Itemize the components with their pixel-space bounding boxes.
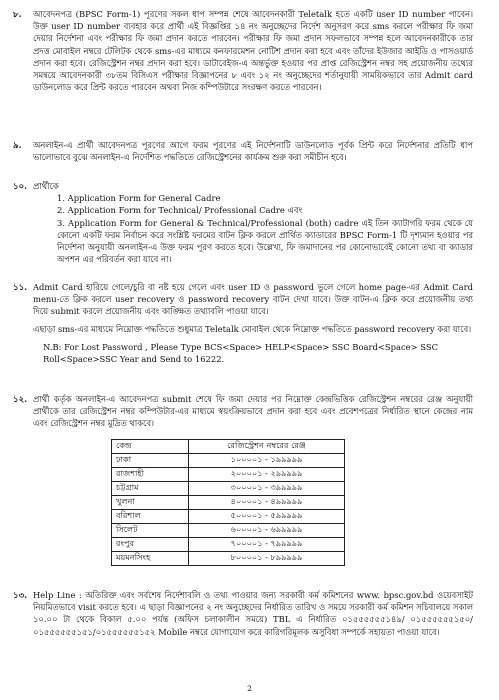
section-number: ১৩. <box>13 591 28 601</box>
section-text: আবেদনপত্র (BPSC Form-1) পূরণের সকল ধাপ সম্পন্ন শেষে আবেদনকারী Teletalk হতে একটি user ID number পাবেন। উক্ত user ID number ব্যবহার করে প্রার্থী এই বিজ্ঞপ্তির ১৪ নং অনুচ্ছেদের নির্দেশ অনুসরণ করে sms করলে পরীক্ষার ফি জমা দেয়ার নির্দেশনা এবং পরীক্ষার ফি জমা প্রদান করতে পারবেন। পরীক্ষার ফি জমা প্রদান সফলভাবে সম্পন্ন হলে আবেদনকারীকে তার প্রদত্ত মোবাইল নম্বরে টেলিটক থেকে sms-এর মাধ্যমে কনফারমেশন নোটিশ প্রদান করা হবে এবং তাঁদের ইউজার আইডি ও পাসওয়ার্ড প্রদান করা হবে। রেজিস্ট্রেশন নম্বর প্রদান করা হবে। ডাটাবেইজ-এ অন্তর্ভুক্ত হওয়ার পর প্রাপ্ত রেজিস্ট্রেশন নম্বর সহ প্রয়োজনীয় তথ্যের সমন্বয়ে আবেদনকারী ৩৮তম বিসিএস পরীক্ষার বিজ্ঞাপনের ৮ এবং ১২ নং অনুচ্ছেদের শর্তানুযায়ী সাময়িকভাবে তার Admit card ডাউনলোড করে প্রিন্ট করতে পারবেন অথবা নিজ কম্পিউটারে সংরক্ষণ করতে পারবেন। <box>33 9 473 93</box>
range-cell: ১০০০০১ - ১৯৯৯৯৯ <box>189 454 345 468</box>
centre-cell: বরিশাল <box>112 510 189 524</box>
section-10 <box>13 180 473 265</box>
section-heading: প্রার্থীকে <box>33 181 59 191</box>
range-cell: ৫০০০০১ - ৫৯৯৯৯৯ <box>189 510 345 524</box>
table-row <box>112 538 345 552</box>
form-option-3: 3. Application Form for General & Technical/Professional (both) cadre এই তিন ক্যাটাগরি ফরম থেকে যে কোনো একটি ফরম নির্বাচন করে সংশ্লিষ্ট ফরমের বাটন ক্লিক করলে প্রার্থিত ক্যাডারের BPSC Form-1 টি দৃশ্যমান হওয়ার পর নির্দেশনা অনুযায়ী অনলাইন-এ উক্ত ফরম পূরণ করতে হবে। উল্লেখ্য, ফি জমাদানের পর কোনোভাবেই কোনো তথ্য বা ক্যাডার অপশন এর পরিবর্তন করা যাবে না। <box>57 217 473 265</box>
section-number: ১০. <box>13 182 28 192</box>
section-text: প্রার্থী কর্তৃক অনলাইন-এ আবেদনপত্র submit শেষে ফি জমা দেয়ার পর নিম্নোক্ত কেন্দ্রভিত্তিক রেজিস্ট্রেশন নম্বরের রেঞ্জ অনুযায়ী প্রার্থীকে তার রেজিস্ট্রেশন নম্বর কম্পিউটার-এর মাধ্যমে স্বয়ংক্রিয়ভাবে প্রদান করা হবে এবং প্রবেশপত্রের নির্ধারিত স্থানে কেন্দ্রের নাম এবং রেজিস্ট্রেশন নম্বর মুদ্রিত থাকবে। <box>33 394 473 429</box>
table-row <box>112 454 345 468</box>
range-cell: ২০০০০১ - ২৯৯৯৯৯ <box>189 468 345 482</box>
section-11 <box>13 281 473 365</box>
section-number: ৯. <box>13 141 22 151</box>
centre-cell: খুলনা <box>112 496 189 510</box>
table-header-row <box>112 440 345 454</box>
column-header-centre: কেন্দ্র <box>112 440 189 454</box>
section-12 <box>13 393 473 430</box>
range-cell: ৬০০০০১ - ৬৯৯৯৯৯ <box>189 524 345 538</box>
section-number: ১১. <box>13 283 28 293</box>
form-option-1: 1. Application Form for General Cadre <box>57 193 221 204</box>
section-9 <box>13 139 473 163</box>
centre-cell: সিলেট <box>112 524 189 538</box>
section-8 <box>13 8 473 93</box>
centre-cell: রংপুর <box>112 538 189 552</box>
centre-cell: ঢাকা <box>112 454 189 468</box>
section-text: Admit Card হারিয়ে গেলে/চুরি বা নষ্ট হয়ে গেলে এবং user ID ও password ভুলে গেলে home page-এর Admit Card menu-তে ক্লিক করলে user recovery ও password recovery বাটন দেখা যাবে। উক্ত বাটন-এ ক্লিক করে প্রয়োজনীয় তথ্য দিয়ে submit করলে প্রয়োজনীয় এবং কাঙ্ক্ষিত তথ্যাবলি পাওয়া যাবে। <box>33 282 473 317</box>
range-cell: ৮০০০০১ - ৮৯৯৯৯৯ <box>189 552 345 566</box>
page-number: 2 <box>247 684 252 693</box>
range-cell: ৪০০০০১ - ৪৯৯৯৯৯ <box>189 496 345 510</box>
table-row <box>112 524 345 538</box>
centre-registration-table <box>111 439 345 566</box>
centre-cell: রাজশাহী <box>112 468 189 482</box>
table-row <box>112 468 345 482</box>
table-row <box>112 496 345 510</box>
section-number: ১২. <box>13 395 28 405</box>
section-13 <box>13 589 473 638</box>
help-line-text: Help Line : অতিরিক্ত এবং সর্বশেষ নির্দেশাবলি ও তথ্য পাওয়ার জন্য সরকারী কর্ম কমিশনের www. bpsc.gov.bd ওয়েবসাইট নিয়মিতভাবে visit করতে হবে। এ ছাড়া বিজ্ঞাপনের ২ নং অনুচ্ছেদের নির্ধারিত তারিখ ও সময়ে সরকারী কর্ম কমিশন সচিবালয়ে সকাল ১০.০০ টা থেকে বিকাল ৫.০০ পর্যন্ত (অফিস চলাকালীন সময়ে) TBL এ নির্ধারিত ০১৫৫৫৫৫৫১৪৯/ ০১৫৫৫৫৫৫১৫০/ ০১৫৫৫৫৫৫১৫১/০১৫৫৫৫৫৫১৫২ Mobile নম্বরে যোগাযোগ করে কারিগরিমূলক অসুবিধা সম্পর্কে সহায়তা পাওয়া যাবে। <box>33 590 473 637</box>
centre-cell: চট্টগ্রাম <box>112 482 189 496</box>
password-recovery-note: N.B: For Lost Password , Please Type BCS<Space> HELP<Space> SSC Board<Space> SSC Roll<Space>SSC Year and Send to 16222. <box>43 341 439 365</box>
column-header-range: রেজিস্ট্রেশন নম্বরের রেঞ্জ <box>189 440 345 454</box>
table-row <box>112 510 345 524</box>
form-option-2: 2. Application Form for Technical/ Professional Cadre এবং <box>57 205 303 216</box>
range-cell: ৭০০০০১ - ৭৯৯৯৯৯ <box>189 538 345 552</box>
table-row <box>112 552 345 566</box>
section-text-sms: এছাড়া sms-এর মাধ্যমে নিম্নোক্ত পদ্ধতিতে শুধুমাত্র Teletalk মোবাইল থেকে নিম্নোক্ত পদ্ধতিতে password recovery করা যাবে। <box>33 323 472 334</box>
table-row <box>112 482 345 496</box>
section-text: অনলাইন-এ প্রার্থী আবেদনপত্র পূরণের আগে ফরম পূরণের এই নির্দেশনাটি ডাউনলোড পূর্বক প্রিন্ট করে নির্দেশনার প্রতিটি ধাপ ভালোভাবে বুঝে অনলাইন-এ নির্দেশিত পদ্ধতিতে রেজিস্ট্রেশনের কার্যক্রম শুরু করা সমীচীন হবে। <box>33 140 473 163</box>
section-number: ৮. <box>13 10 22 20</box>
centre-cell: ময়মনসিংহ <box>112 552 189 566</box>
range-cell: ৩০০০০১ - ৩৯৯৯৯৯ <box>189 482 345 496</box>
